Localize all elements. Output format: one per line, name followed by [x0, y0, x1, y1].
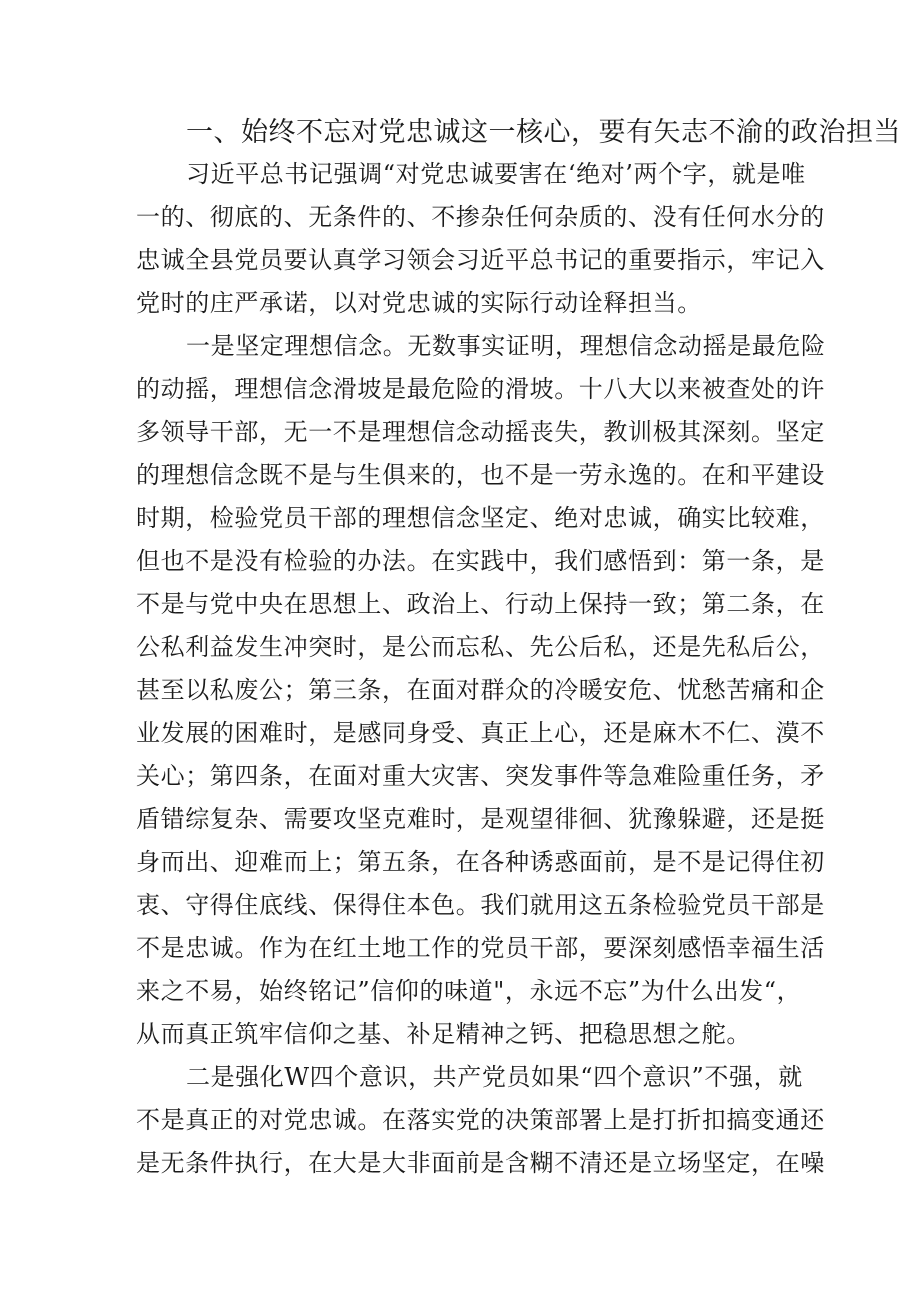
- text-line: 从而真正筑牢信仰之基、补足精神之钙、把稳思想之舵。: [136, 1020, 751, 1048]
- paragraph-ideals: [136, 325, 826, 1056]
- text-line: 忠诚全县党员要认真学习领会习近平总书记的重要指示，牢记入: [136, 246, 825, 274]
- text-line: 不是忠诚。作为在红土地工作的党员干部，要深刻感悟幸福生活: [136, 934, 825, 962]
- text-line: 的动摇，理想信念滑坡是最危险的滑坡。十八大以来被查处的许: [136, 375, 825, 403]
- text-line: 盾错综复杂、需要攻坚克难时，是观望徘徊、犹豫躲避，还是挺: [136, 805, 825, 833]
- text-line: 业发展的困难时，是感同身受、真正上心，还是麻木不仁、漠不: [136, 719, 825, 747]
- text-line: 一是坚定理想信念。无数事实证明，理想信念动摇是最危险: [186, 332, 826, 360]
- text-line: 一的、彻底的、无条件的、不掺杂任何杂质的、没有任何水分的: [136, 203, 825, 231]
- paragraph-four-consciousness: [136, 1056, 825, 1185]
- text-line: 但也不是没有检验的办法。在实践中，我们感悟到：第一条，是: [136, 547, 825, 575]
- text-line: 身而出、迎难而上；第五条，在各种诱惑面前，是不是记得住初: [136, 848, 825, 876]
- text-line: 二是强化W四个意识，共产党员如果“四个意识”不强，就: [186, 1063, 803, 1091]
- text-line: 是无条件执行，在大是大非面前是含糊不清还是立场坚定，在噪: [136, 1149, 825, 1177]
- text-line: 不是与党中央在思想上、政治上、行动上保持一致；第二条，在: [136, 590, 825, 618]
- body-text: [136, 153, 826, 1185]
- text-line: 公私利益发生冲突时，是公而忘私、先公后私，还是先私后公，: [136, 633, 825, 661]
- text-line: 关心；第四条，在面对重大灾害、突发事件等急难险重任务，矛: [136, 762, 825, 790]
- text-line: 来之不易，始终铭记”信仰的味道"，永远不忘”为什么出发“，: [136, 977, 802, 1005]
- text-line: 党时的庄严承诺，以对党忠诚的实际行动诠释担当。: [136, 289, 702, 317]
- text-line: 衷、守得住底线、保得住本色。我们就用这五条检验党员干部是: [136, 891, 825, 919]
- paragraph-intro: [136, 153, 825, 325]
- text-line: 的理想信念既不是与生俱来的，也不是一劳永逸的。在和平建设: [136, 461, 825, 489]
- text-line: 多领导干部，无一不是理想信念动摇丧失，教训极其深刻。坚定: [136, 418, 825, 446]
- text-line: 时期，检验党员干部的理想信念坚定、绝对忠诚，确实比较难，: [136, 504, 825, 532]
- section-heading: 一、始终不忘对党忠诚这一核心，要有矢志不渝的政治担当: [186, 117, 901, 148]
- text-line: 习近平总书记强调“对党忠诚要害在‘绝对’两个字，就是唯: [186, 160, 806, 188]
- text-line: 甚至以私废公；第三条，在面对群众的冷暖安危、忧愁苦痛和企: [136, 676, 825, 704]
- text-line: 不是真正的对党忠诚。在落实党的决策部署上是打折扣搞变通还: [136, 1106, 825, 1134]
